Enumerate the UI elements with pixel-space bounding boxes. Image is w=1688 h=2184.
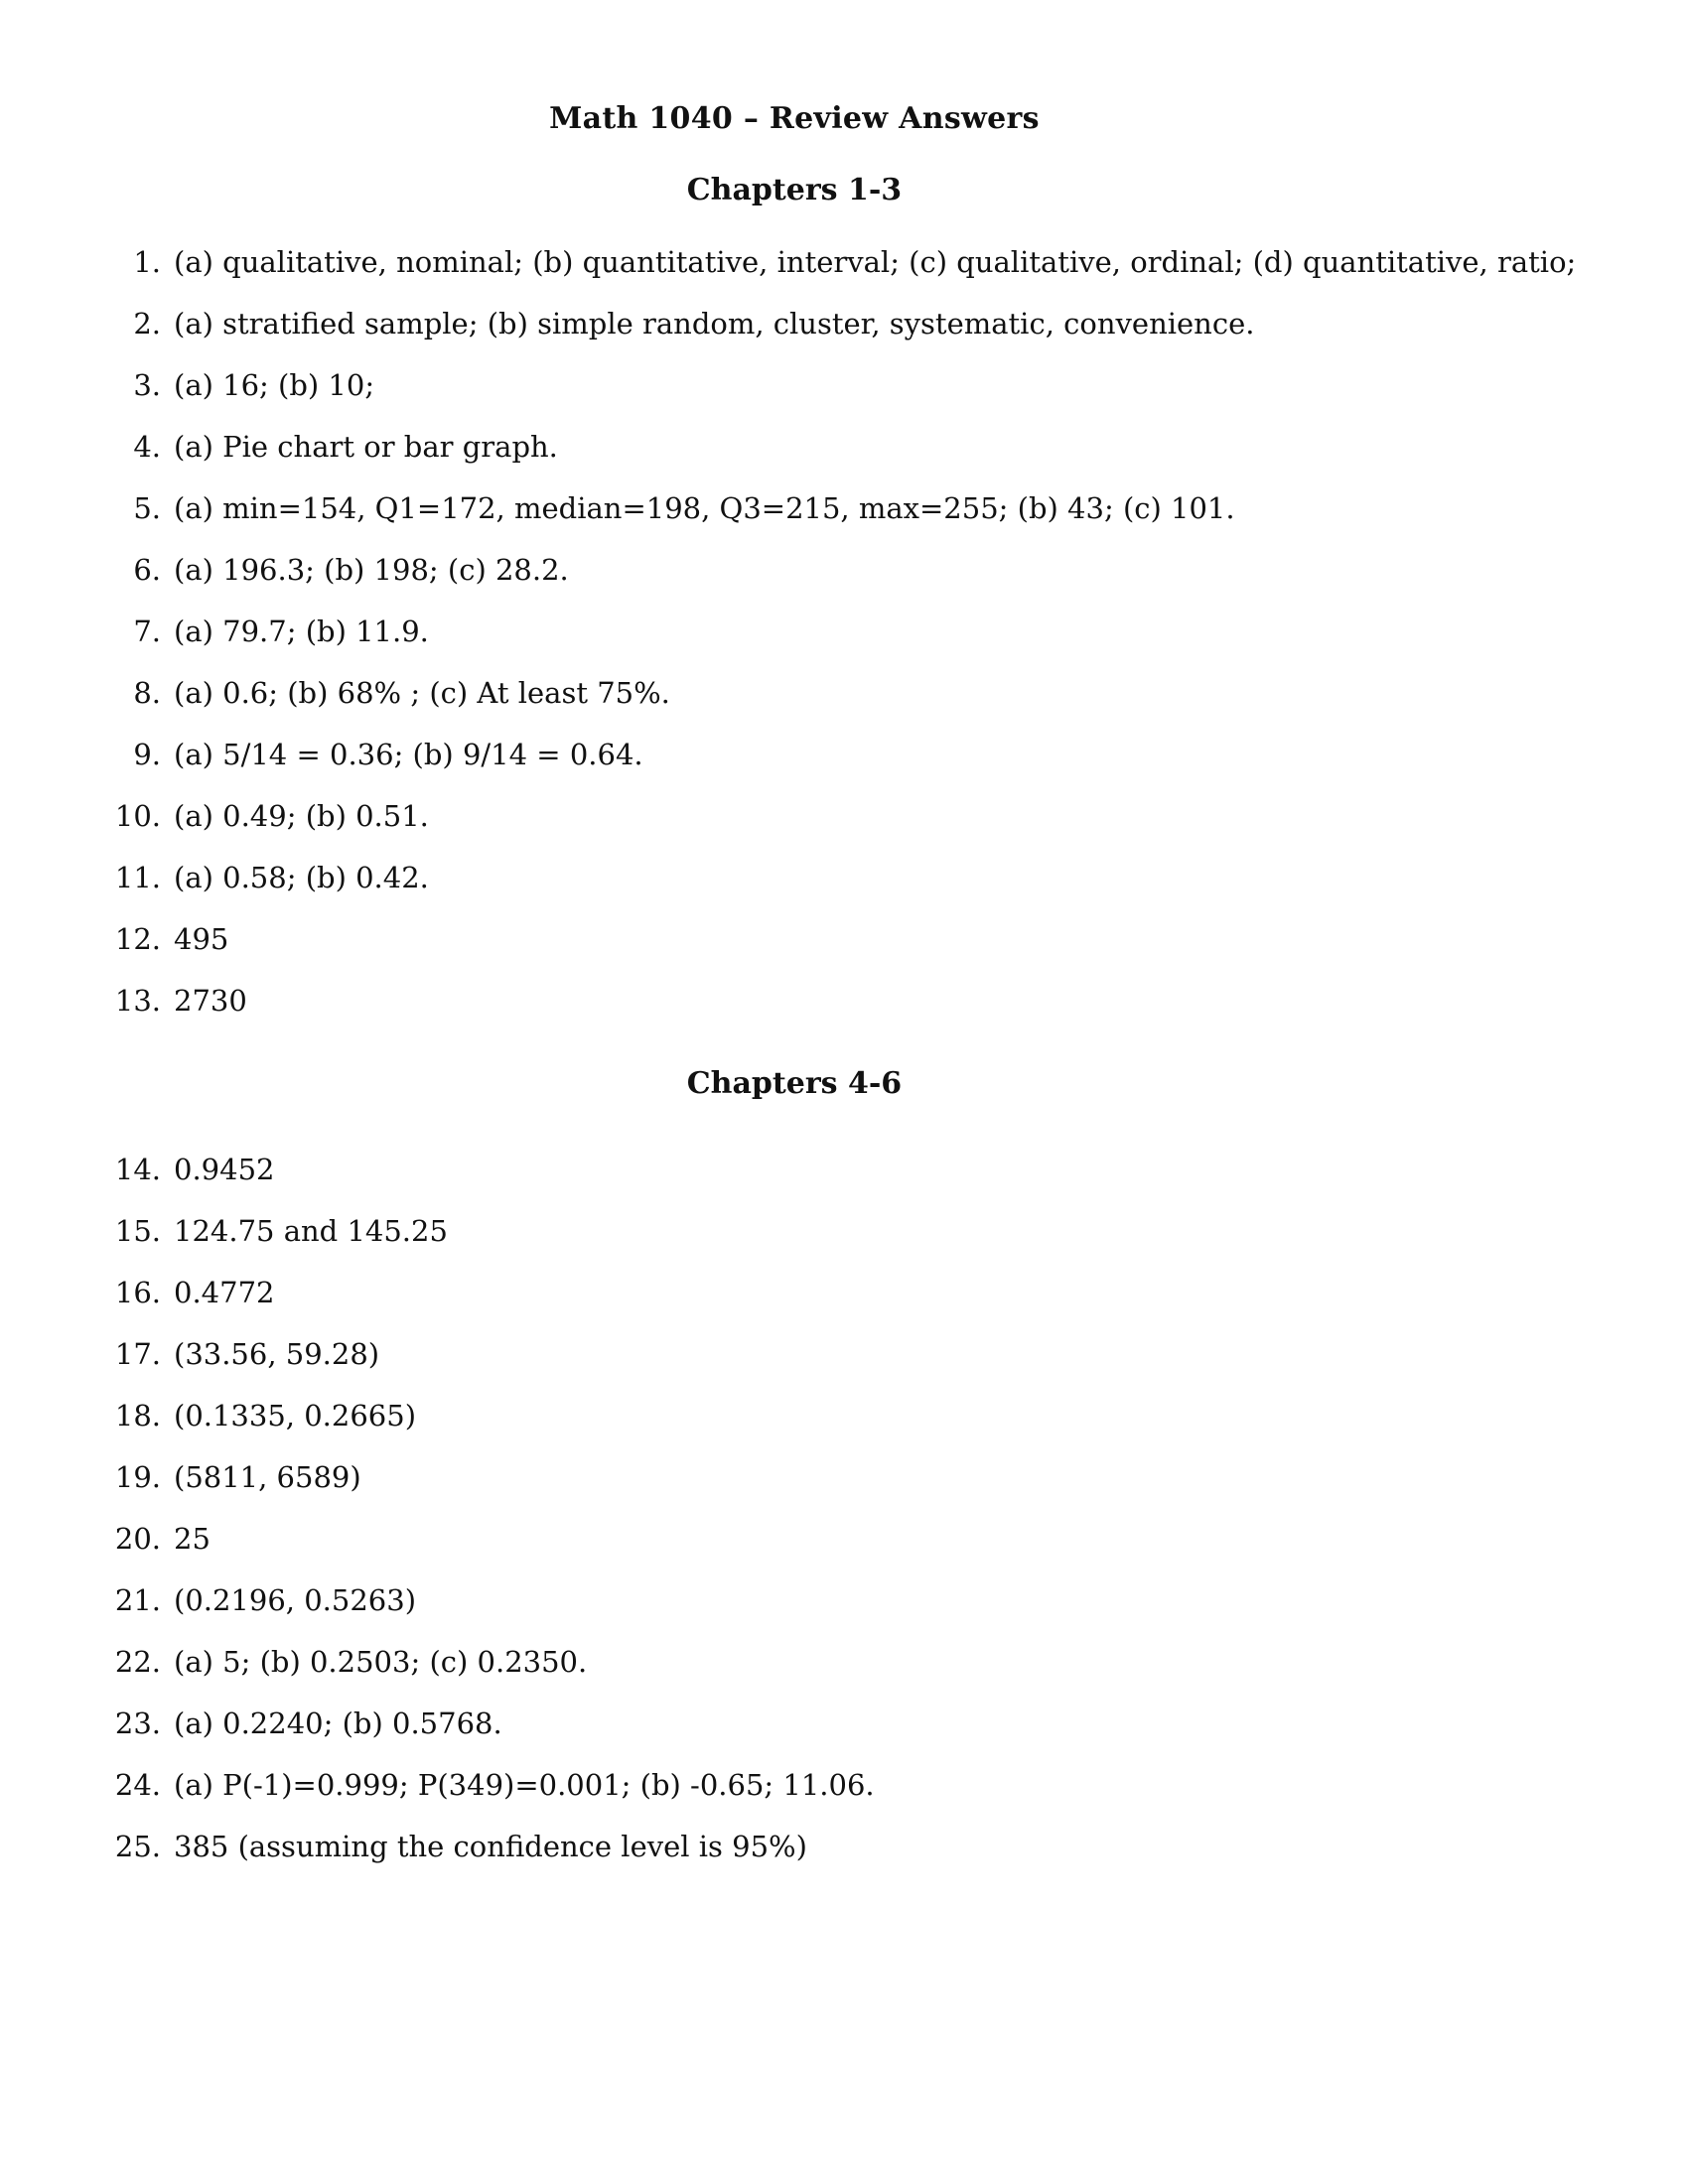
answer-number: 24. xyxy=(114,1768,161,1802)
answer-text: 25 xyxy=(174,1522,211,1556)
answer-number: 15. xyxy=(114,1214,161,1248)
answer-text: (a) P(-1)=0.999; P(349)=0.001; (b) -0.65; 11.06. xyxy=(174,1768,875,1802)
answer-number: 22. xyxy=(114,1645,161,1679)
answer-text: (a) 5/14 = 0.36; (b) 9/14 = 0.64. xyxy=(174,738,643,771)
answer-number: 1. xyxy=(133,245,161,279)
answer-number: 5. xyxy=(133,491,161,525)
answer-item xyxy=(0,1334,1688,1396)
answer-text: (a) 0.58; (b) 0.42. xyxy=(174,861,429,894)
answer-item xyxy=(0,1273,1688,1334)
answer-text: (a) 0.6; (b) 68% ; (c) At least 75%. xyxy=(174,676,670,710)
answer-text: (0.1335, 0.2665) xyxy=(174,1399,417,1433)
answer-text: (a) 196.3; (b) 198; (c) 28.2. xyxy=(174,553,569,587)
answer-text: (a) 5; (b) 0.2503; (c) 0.2350. xyxy=(174,1645,588,1679)
answer-number: 18. xyxy=(114,1399,161,1433)
answer-text: (0.2196, 0.5263) xyxy=(174,1583,417,1617)
answer-text: 0.4772 xyxy=(174,1276,275,1309)
answer-item xyxy=(0,365,1688,427)
answer-item xyxy=(0,858,1688,919)
answer-number: 8. xyxy=(133,676,161,710)
answer-number: 4. xyxy=(133,430,161,464)
answer-number: 2. xyxy=(133,307,161,341)
answer-item xyxy=(0,1396,1688,1457)
answer-number: 23. xyxy=(114,1706,161,1740)
answer-number: 14. xyxy=(114,1153,161,1186)
section-heading-chapters-1-3: Chapters 1-3 xyxy=(686,173,903,207)
answer-text: 0.9452 xyxy=(174,1153,275,1186)
answer-number: 25. xyxy=(114,1830,161,1863)
answer-number: 10. xyxy=(114,799,161,833)
answer-text: 495 xyxy=(174,922,229,956)
answer-text: (a) 79.7; (b) 11.9. xyxy=(174,614,429,648)
answer-number: 11. xyxy=(114,861,161,894)
answer-number: 7. xyxy=(133,614,161,648)
answer-item xyxy=(0,796,1688,858)
answer-item xyxy=(0,1827,1688,1888)
answer-item xyxy=(0,981,1688,1042)
answer-item xyxy=(0,1211,1688,1273)
answer-text: (33.56, 59.28) xyxy=(174,1337,380,1371)
answer-text: (a) Pie chart or bar graph. xyxy=(174,430,558,464)
answer-item xyxy=(0,735,1688,796)
answer-item xyxy=(0,1457,1688,1519)
section-heading-chapters-4-6: Chapters 4-6 xyxy=(686,1066,903,1101)
answer-text: (a) 0.2240; (b) 0.5768. xyxy=(174,1706,502,1740)
answer-number: 9. xyxy=(133,738,161,771)
answer-number: 17. xyxy=(114,1337,161,1371)
answer-number: 13. xyxy=(114,984,161,1018)
answer-item xyxy=(0,673,1688,735)
answer-item xyxy=(0,1704,1688,1765)
answer-item xyxy=(0,304,1688,365)
answer-text: (a) min=154, Q1=172, median=198, Q3=215, max=255; (b) 43; (c) 101. xyxy=(174,491,1235,525)
answer-text: (a) stratified sample; (b) simple random, cluster, systematic, convenience. xyxy=(174,307,1255,341)
answer-number: 20. xyxy=(114,1522,161,1556)
answer-item xyxy=(0,488,1688,550)
answer-item xyxy=(0,242,1688,304)
answer-item xyxy=(0,919,1688,981)
answer-item xyxy=(0,612,1688,673)
answer-text: (a) 16; (b) 10; xyxy=(174,368,375,402)
answer-item xyxy=(0,550,1688,612)
answer-number: 16. xyxy=(114,1276,161,1309)
answer-list-chapters-1-3 xyxy=(0,242,1688,1042)
answer-item xyxy=(0,1519,1688,1580)
answer-text: 385 (assuming the confidence level is 95%) xyxy=(174,1830,807,1863)
answer-number: 6. xyxy=(133,553,161,587)
answer-number: 21. xyxy=(114,1583,161,1617)
document-title: Math 1040 – Review Answers xyxy=(549,101,1040,136)
answer-item xyxy=(0,1642,1688,1704)
answer-item xyxy=(0,1150,1688,1211)
answer-text: 124.75 and 145.25 xyxy=(174,1214,448,1248)
answer-item xyxy=(0,1580,1688,1642)
answer-number: 19. xyxy=(114,1460,161,1494)
answer-item xyxy=(0,427,1688,488)
answer-text: 2730 xyxy=(174,984,247,1018)
answer-list-chapters-4-6 xyxy=(0,1150,1688,1888)
answer-text: (5811, 6589) xyxy=(174,1460,361,1494)
answer-text: (a) qualitative, nominal; (b) quantitative, interval; (c) qualitative, ordinal; (d) quantitative, ratio; xyxy=(174,245,1577,279)
answer-text: (a) 0.49; (b) 0.51. xyxy=(174,799,429,833)
answer-item xyxy=(0,1765,1688,1827)
answer-number: 12. xyxy=(114,922,161,956)
answer-number: 3. xyxy=(133,368,161,402)
